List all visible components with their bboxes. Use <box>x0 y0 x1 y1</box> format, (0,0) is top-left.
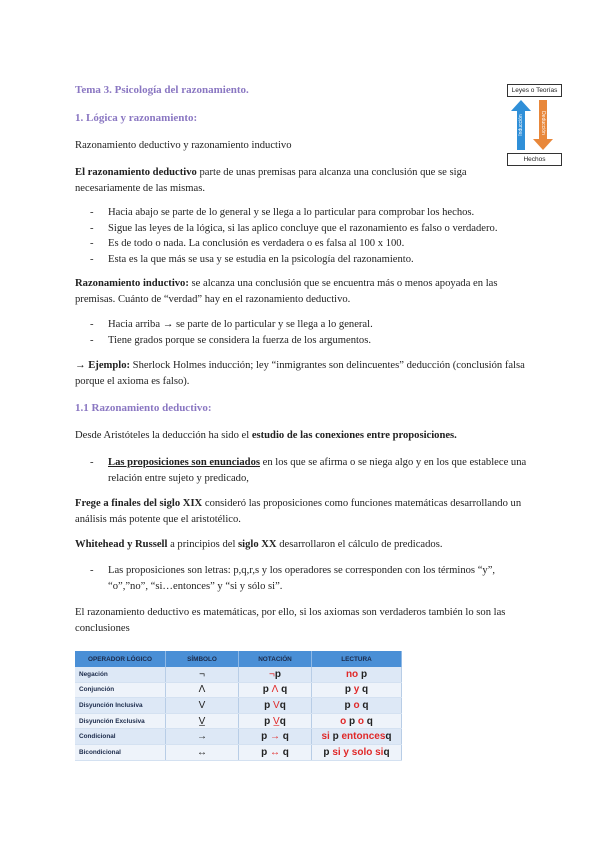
list-item: - Tiene grados porque se considera la fuerza de los argumentos. <box>90 334 372 346</box>
operator-name: Bicondicional <box>75 744 166 760</box>
table-header-row <box>75 651 402 667</box>
proposiciones-list <box>75 455 530 486</box>
table-row <box>75 713 402 729</box>
whitehead-text: desarrollaron el cálculo de predicados. <box>276 539 443 550</box>
deductivo-list <box>75 205 530 267</box>
letras-text: Las proposiciones son letras: p,q,r,s y los operadores se corresponden con los términos “y”, “o”,”no”, “si…entonces” y “si y sólo si”. <box>108 565 496 592</box>
operator-notation: p Λ q <box>239 682 312 698</box>
table-row <box>75 744 402 760</box>
operator-notation: p → q <box>239 729 312 745</box>
operator-reading: p si y solo siq <box>312 744 402 760</box>
operator-symbol: V̲ <box>166 713 239 729</box>
frege-bold: Frege a finales del siglo XIX <box>75 498 203 509</box>
table-row <box>75 698 402 714</box>
operator-reading: o p o q <box>312 713 402 729</box>
whitehead-mid: a principios del <box>167 539 239 550</box>
list-item-text: Esta es la que más se usa y se estudia en la psicología del razonamiento. <box>108 253 414 265</box>
inductivo-term: Razonamiento inductivo: <box>75 278 189 289</box>
operator-name: Disyunción Exclusiva <box>75 713 166 729</box>
operator-notation: p Vq <box>239 698 312 714</box>
operator-reading: no p <box>312 667 402 682</box>
operator-notation: p V̲q <box>239 713 312 729</box>
operator-notation: p ↔ q <box>239 744 312 760</box>
aristoteles-bold: estudio de las conexiones entre proposiciones. <box>251 430 457 441</box>
section-heading-logica: 1. Lógica y razonamiento: <box>75 112 198 124</box>
table-row <box>75 729 402 745</box>
operator-notation: ¬p <box>239 667 312 682</box>
logical-operators-table <box>75 651 402 761</box>
list-item-text: Hacia abajo se parte de lo general y se llega a lo particular para comprobar los hechos. <box>108 207 475 218</box>
operator-symbol: Λ <box>166 682 239 698</box>
diagram-top-box: Leyes o Teorías <box>507 84 562 97</box>
proposiciones-text: en los que se afirma o se niega algo y en los que establece una relación entre sujeto y predicado, <box>108 457 527 484</box>
deductivo-text: parte de unas premisas para alcanza una conclusión que se siga necesariamente de las mismas. <box>75 167 467 194</box>
frege-text: consideró las proposiciones como funciones matemáticas desarrollando un análisis más potente que el aristotélico. <box>75 498 522 525</box>
list-item-text: Hacia arriba → se parte de lo particular y se llega a lo general. <box>108 319 373 330</box>
header-simbolo: SÍMBOLO <box>166 651 239 667</box>
whitehead-paragraph <box>75 537 530 553</box>
operator-reading: p o q <box>312 698 402 714</box>
whitehead-bold: Whitehead y Russell <box>75 539 168 550</box>
letras-list <box>75 563 530 594</box>
ejemplo-paragraph <box>75 358 530 390</box>
operator-symbol: → <box>166 729 239 745</box>
conclusion-text: El razonamiento deductivo es matemáticas, por ello, si los axiomas son verdaderos también lo son las conclusiones <box>75 607 506 634</box>
operator-name: Negación <box>75 667 166 682</box>
intro-line: Razonamiento deductivo y razonamiento inductivo <box>75 140 292 151</box>
operator-symbol: V <box>166 698 239 714</box>
table-row <box>75 667 402 682</box>
operator-name: Condicional <box>75 729 166 745</box>
induction-label: Inducción <box>518 114 524 136</box>
proposiciones-term: Las proposiciones son enunciados <box>108 457 260 468</box>
aristoteles-text: Desde Aristóteles la deducción ha sido el <box>75 430 252 441</box>
list-item: - Las proposiciones son enunciados en los que se afirma o se niega algo y en los que establece una relación entre sujeto y predicado, <box>90 457 527 484</box>
inductivo-paragraph <box>75 276 530 308</box>
page-title: Tema 3. Psicología del razonamiento. <box>75 84 249 96</box>
operator-symbol: ↔ <box>166 744 239 760</box>
deductivo-paragraph <box>75 165 530 197</box>
deductivo-term: El razonamiento deductivo <box>75 167 197 178</box>
header-lectura: LECTURA <box>312 651 402 667</box>
list-item: - Hacia arriba → se parte de lo particular y se llega a lo general. <box>90 319 373 330</box>
operator-symbol: ¬ <box>166 667 239 682</box>
ejemplo-label: → Ejemplo: <box>75 360 131 371</box>
aristoteles-paragraph <box>75 428 530 444</box>
list-item-text: Sigue las leyes de la lógica, si las aplico concluye que el razonamiento es falso o verdadero. <box>108 222 498 234</box>
diagram-bottom-box: Hechos <box>507 153 562 166</box>
operator-reading: si p entoncesq <box>312 729 402 745</box>
list-item-text: Tiene grados porque se considera la fuerza de los argumentos. <box>108 334 372 346</box>
list-item: - Esta es la que más se usa y se estudia en la psicología del razonamiento. <box>90 253 414 265</box>
operator-name: Disyunción Inclusiva <box>75 698 166 714</box>
ejemplo-text: Sherlock Holmes inducción; ley “inmigrantes son delincuentes” deducción (conclusión falsa porque el axioma es falso). <box>75 360 525 387</box>
list-item: - Sigue las leyes de la lógica, si las aplico concluye que el razonamiento es falso o verdadero. <box>90 222 498 234</box>
list-item: - Es de todo o nada. La conclusión es verdadera o es falsa al 100 x 100. <box>90 238 405 249</box>
operator-reading: p y q <box>312 682 402 698</box>
header-operador: OPERADOR LÓGICO <box>75 651 166 667</box>
table-row <box>75 682 402 698</box>
conclusion-paragraph <box>75 605 530 637</box>
frege-paragraph <box>75 496 530 528</box>
inductivo-list <box>75 317 530 348</box>
inductivo-text: se alcanza una conclusión que se encuentra más o menos apoyada en las premisas. Cuánto de “verdad” hay en el razonamiento deductivo. <box>75 278 498 305</box>
section-heading-deductivo: 1.1 Razonamiento deductivo: <box>75 402 212 414</box>
header-notacion: NOTACIÓN <box>239 651 312 667</box>
list-item-text: Es de todo o nada. La conclusión es verdadera o es falsa al 100 x 100. <box>108 238 405 249</box>
list-item: - Las proposiciones son letras: p,q,r,s y los operadores se corresponden con los términos “y”, “o”,”no”, “si…entonces” y “si y sólo si”. <box>90 565 496 592</box>
list-item: - Hacia abajo se parte de lo general y se llega a lo particular para comprobar los hechos. <box>90 207 475 218</box>
deduction-label: Deducción <box>540 111 546 135</box>
whitehead-century: siglo XX <box>238 539 277 550</box>
operator-name: Conjunción <box>75 682 166 698</box>
